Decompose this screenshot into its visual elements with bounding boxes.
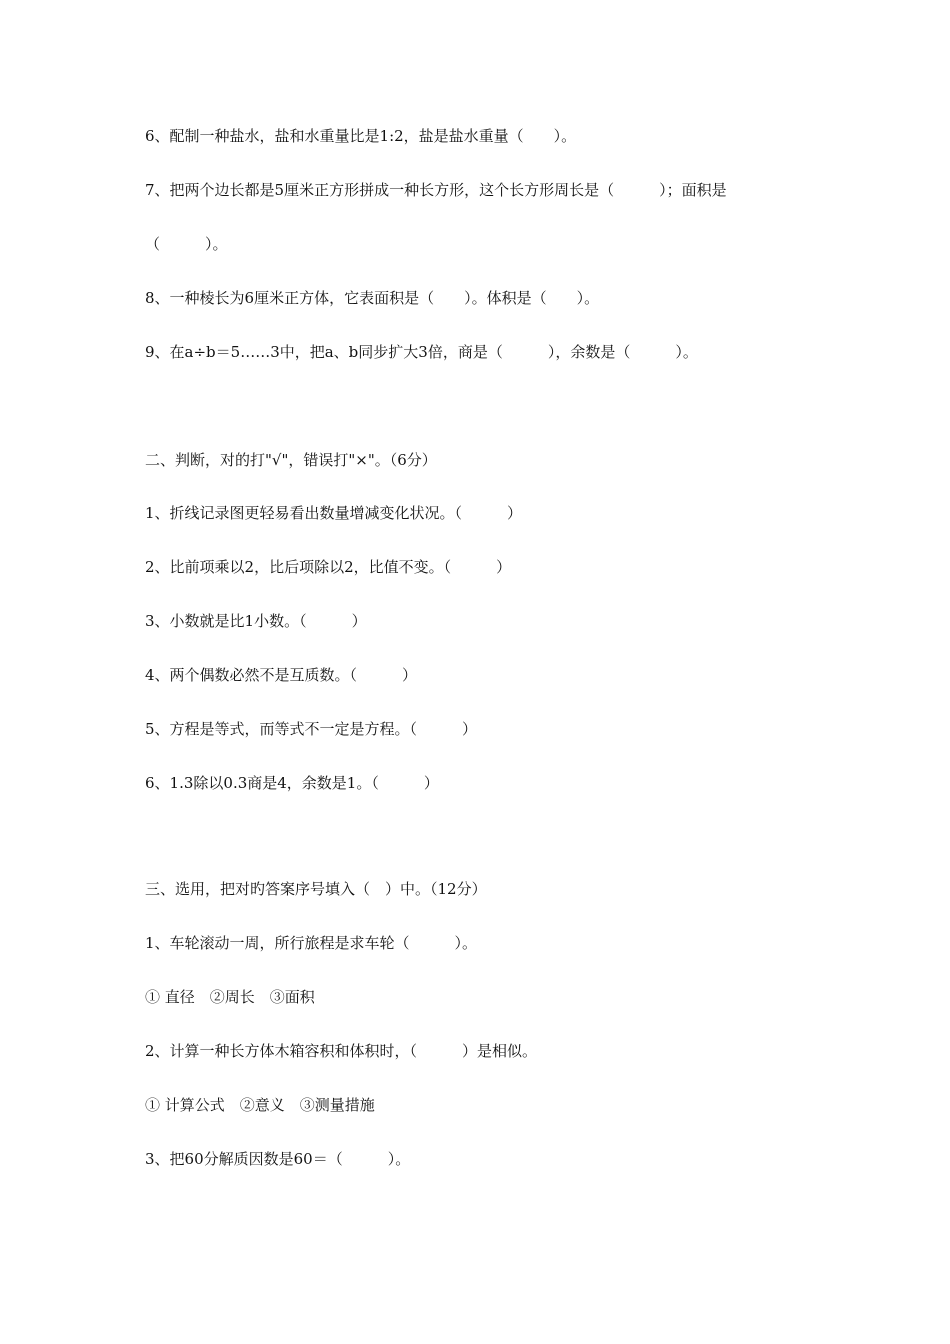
judgement-item-5: 5、方程是等式，而等式不一定是方程。（ ） bbox=[145, 720, 478, 738]
choice-question-2: 2、计算一种长方体木箱容积和体积时，（ ）是相似。 bbox=[145, 1042, 538, 1060]
question-9: 9、在a÷b＝5……3中，把a、b同步扩大3倍，商是（ ），余数是（ ）。 bbox=[145, 343, 698, 361]
judgement-item-6: 6、1.3除以0.3商是4，余数是1。（ ） bbox=[145, 774, 439, 792]
section-3-heading: 三、选用，把对旳答案序号填入（ ）中。（12分） bbox=[145, 880, 487, 898]
choice-question-2-options: ① 计算公式 ②意义 ③测量措施 bbox=[145, 1096, 375, 1114]
question-7-line-2: （ ）。 bbox=[145, 235, 228, 253]
question-8: 8、一种棱长为6厘米正方体，它表面积是（ ）。体积是（ ）。 bbox=[145, 289, 600, 307]
question-7-line-1: 7、把两个边长都是5厘米正方形拼成一种长方形，这个长方形周长是（ ）；面积是 bbox=[145, 181, 727, 199]
judgement-item-4: 4、两个偶数必然不是互质数。（ ） bbox=[145, 666, 418, 684]
judgement-item-3: 3、小数就是比1小数。（ ） bbox=[145, 612, 367, 630]
question-6: 6、配制一种盐水，盐和水重量比是1:2，盐是盐水重量（ ）。 bbox=[145, 127, 577, 145]
choice-question-3: 3、把60分解质因数是60＝（ ）。 bbox=[145, 1150, 411, 1168]
judgement-item-1: 1、折线记录图更轻易看出数量增减变化状况。（ ） bbox=[145, 504, 523, 522]
choice-question-1: 1、车轮滚动一周，所行旅程是求车轮（ ）。 bbox=[145, 934, 478, 952]
section-2-heading: 二、判断，对的打"√"，错误打"×"。（6分） bbox=[145, 451, 437, 469]
judgement-item-2: 2、比前项乘以2，比后项除以2，比值不变。（ ） bbox=[145, 558, 512, 576]
choice-question-1-options: ① 直径 ②周长 ③面积 bbox=[145, 988, 315, 1006]
